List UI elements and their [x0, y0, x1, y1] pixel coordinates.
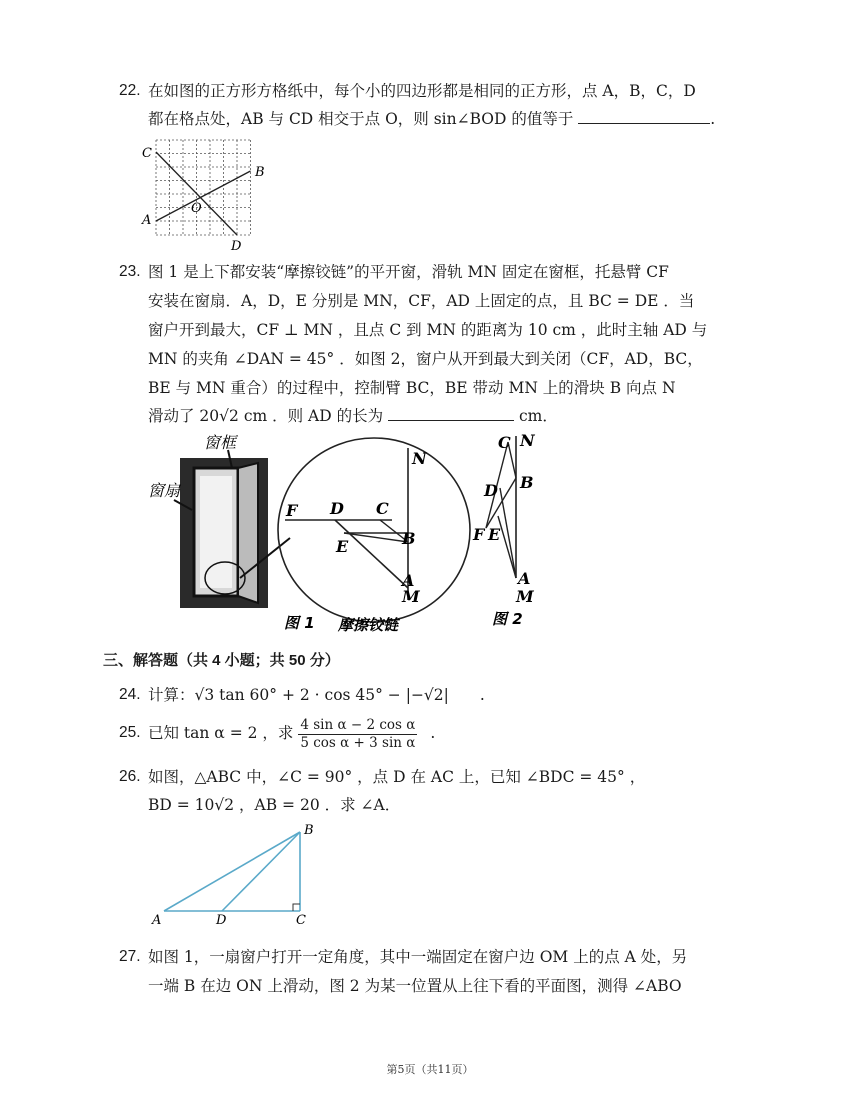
q24-number: 24. — [119, 686, 141, 703]
q23-fig1-label-d: D — [330, 499, 344, 518]
q23-fig1-label-c: C — [376, 499, 389, 518]
q23-figure — [140, 428, 540, 640]
q25-prefix: 已知 tan α = 2 ，求 — [148, 724, 294, 742]
q23-line-6 — [148, 405, 558, 427]
page-footer: 第5页（共11页） — [386, 1063, 474, 1076]
q23-fig2-label-a: A — [518, 569, 531, 588]
q23-line-4: MN 的夹角 ∠DAN = 45° ．如图 2，窗户从开到最大到关闭（CF，AD，BC， — [148, 350, 703, 368]
q26-label-d: D — [216, 913, 227, 928]
q23-fig2-label-b: B — [520, 473, 534, 492]
q22-label-a: A — [142, 213, 152, 228]
q26-line-1: 如图，△ABC 中，∠C = 90° ，点 D 在 AC 上，已知 ∠BDC = 45° ， — [148, 768, 646, 786]
q26-triangle-figure — [148, 820, 328, 930]
q24-line — [148, 684, 485, 706]
q22-line-2-end: . — [710, 110, 716, 128]
q22-line-2-text: 都在格点处，AB 与 CD 相交于点 O，则 sin∠BOD 的值等于 — [148, 110, 574, 128]
q26-label-a: A — [152, 913, 162, 928]
q22-line-1: 在如图的正方形方格纸中，每个小的四边形都是相同的正方形，点 A，B，C，D — [148, 82, 696, 100]
q26-number: 26. — [119, 768, 141, 785]
q26-line-2: BD = 10√2 ，AB = 20 ．求 ∠A． — [148, 796, 401, 814]
q23-fig2-label-e: E — [488, 525, 501, 544]
q23-label-frame: 窗框 — [204, 433, 237, 452]
q23-answer-blank — [388, 406, 514, 421]
q23-label-sash: 窗扇 — [148, 481, 181, 500]
q24-end: . — [479, 686, 485, 704]
q23-fig2-label-m: M — [516, 587, 534, 606]
q23-line-6-unit: cm． — [518, 407, 558, 425]
q23-fig1-label-f: F — [286, 501, 298, 520]
q23-line-3: 窗户开到最大，CF ⊥ MN ，且点 C 到 MN 的距离为 10 cm ，此时主轴 AD 与 — [148, 321, 708, 339]
q27-number: 27. — [119, 948, 141, 965]
q22-label-c: C — [142, 146, 152, 161]
q23-fig1-label-b: B — [402, 529, 416, 548]
q24-expression: √3 tan 60° + 2 · cos 45° − |−√2| — [194, 686, 449, 704]
q27-line-1: 如图 1，一扇窗户打开一定角度，其中一端固定在窗户边 OM 上的点 A 处，另 — [148, 948, 688, 966]
q23-fig1-title: 摩擦铰链 — [338, 616, 399, 634]
q24-prefix: 计算： — [148, 686, 195, 704]
q23-number: 23. — [119, 263, 141, 280]
q22-label-b: B — [255, 165, 265, 180]
q22-line-2 — [148, 108, 715, 130]
q22-segment-ab — [156, 171, 251, 221]
q23-line-6-text: 滑动了 20√2 cm ．则 AD 的长为 — [148, 407, 384, 425]
q26-label-b: B — [304, 823, 314, 838]
q23-fig2-label-c: C — [498, 433, 511, 452]
section-3-heading: 三、解答题（共 4 小题；共 50 分） — [103, 652, 340, 669]
q23-fig2-caption: 图 2 — [492, 610, 523, 628]
q23-line-2: 安装在窗扇．A，D，E 分别是 MN，CF，AD 上固定的点，且 BC = DE ．当 — [148, 292, 695, 310]
q22-number: 22. — [119, 82, 141, 99]
q22-answer-blank — [578, 109, 710, 124]
q23-fig2-label-f: F — [473, 525, 485, 544]
q25-line — [148, 712, 435, 754]
q23-fig1-label-n: N — [412, 449, 427, 468]
q23-fig1-caption: 图 1 — [284, 614, 315, 632]
q23-fig2-label-n: N — [520, 431, 535, 450]
q26-label-c: C — [296, 913, 306, 928]
q23-fig2-label-d: D — [484, 481, 498, 500]
q25-numerator: 4 sin α − 2 cos α — [300, 716, 416, 733]
q22-grid-figure — [136, 138, 276, 253]
q25-number: 25. — [119, 724, 141, 741]
q23-line-5: BE 与 MN 重合）的过程中，控制臂 BC，BE 带动 MN 上的滑块 B 向点 N — [148, 379, 676, 397]
q25-end: . — [430, 724, 436, 742]
q27-line-2: 一端 B 在边 ON 上滑动，图 2 为某一位置从上往下看的平面图，测得 ∠ABO — [148, 977, 682, 995]
q23-fig1-label-e: E — [336, 537, 349, 556]
q25-denominator: 5 cos α + 3 sin α — [300, 734, 416, 751]
q22-label-d: D — [231, 239, 242, 253]
q23-fig1-label-m: M — [402, 587, 420, 606]
q22-label-o: O — [191, 201, 202, 216]
q23-fig1-label-a: A — [402, 571, 415, 590]
q23-line-1: 图 1 是上下都安装“摩擦铰链”的平开窗，滑轨 MN 固定在窗框，托悬臂 CF — [148, 263, 669, 281]
q25-fraction — [298, 717, 417, 752]
